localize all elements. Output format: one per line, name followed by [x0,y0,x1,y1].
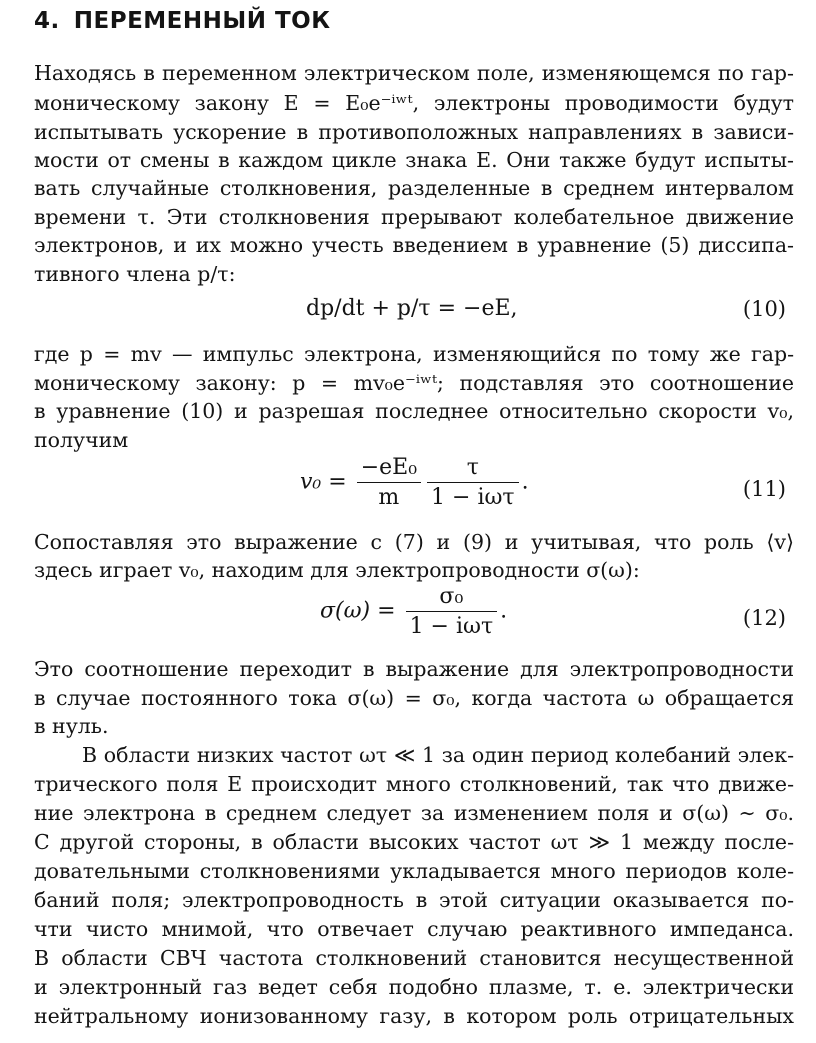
section-heading [34,8,331,34]
text-line: получим [34,428,129,452]
text-line: мости от смены в каждом цикле знака E. Они также будут испыты- [34,148,794,172]
text-line: вать случайные столкновения, разделенные в среднем интервалом [34,176,794,200]
text-line: Сопоставляя это выражение с (7) и (9) и учитывая, что роль ⟨v⟩ [34,530,794,554]
text-line: нейтральному ионизованному газу, в котором роль отрицательных [34,1004,794,1028]
equation-10: dp/dt + p/τ = −eE, [306,296,518,321]
eq11-fraction-1: $\frac{\text{−eE₀}}{m}$ [357,455,421,510]
equation-12-number: (12) [742,606,786,630]
equation-12: σ(ω) = $\frac{\text{σ₀}}{\text{1 − iωτ}}$ . [320,584,508,639]
text-line: довательными столкновениями укладывается много периодов коле- [34,859,794,883]
section-title: ПЕРЕМЕННЫЙ ТОК [73,8,331,34]
text-line: С другой стороны, в области высоких частот ωτ ≫ 1 между после- [34,830,794,854]
equation-10-number: (10) [742,297,786,321]
text-line: трического поля E происходит много столкновений, так что движе- [34,772,794,796]
eq11-lhs: v₀ = [300,469,347,495]
text-line: испытывать ускорение в противоположных направлениях в зависи- [34,120,794,144]
text-line: в уравнение (10) и разрешая последнее относительно скорости v₀, [34,399,794,423]
equation-11-number: (11) [742,477,786,501]
eq12-lhs: σ(ω) = [320,598,396,624]
equation-11: v₀ = $\frac{\text{−eE₀}}{m}$ $\frac{\tau}{\text{1 − iωτ}}$ . [300,455,529,510]
text-line: чти чисто мнимой, что отвечает случаю реактивного импеданса. [34,917,794,941]
text-line: здесь играет v₀, находим для электропроводности σ(ω): [34,558,640,582]
text-line: электронов, и их можно учесть введением в уравнение (5) диссипа- [34,233,794,257]
eq12-fraction: $\frac{\text{σ₀}}{\text{1 − iωτ}}$ [406,584,498,639]
text-line: тивного члена p/τ: [34,262,236,286]
text-line: Находясь в переменном электрическом поле, изменяющемся по гар- [34,61,794,85]
text-line: моническому закону E = E₀e⁻ⁱʷᵗ, электроны проводимости будут [34,91,794,115]
text-line: Это соотношение переходит в выражение для электропроводности [34,657,794,681]
text-line: баний поля; электропроводность в этой ситуации оказывается по- [34,888,794,912]
eq11-fraction-2: $\frac{\tau}{\text{1 − iωτ}}$ [427,455,519,510]
text-line: ние электрона в среднем следует за изменением поля и σ(ω) ∼ σ₀. [34,801,794,825]
text-line: В области низких частот ωτ ≪ 1 за один период колебаний элек- [82,743,794,767]
section-number: 4. [34,8,60,34]
text-line: в нуль. [34,714,109,738]
text-line: В области СВЧ частота столкновений становится несущественной [34,946,794,970]
text-line: времени τ. Эти столкновения прерывают колебательное движение [34,205,794,229]
text-line: и электронный газ ведет себя подобно плазме, т. е. электрически [34,975,794,999]
text-line: в случае постоянного тока σ(ω) = σ₀, когда частота ω обращается [34,686,794,710]
text-line: моническому закону: p = mv₀e⁻ⁱʷᵗ; подставляя это соотношение [34,371,794,395]
text-line: где p = mv — импульс электрона, изменяющийся по тому же гар- [34,342,794,366]
